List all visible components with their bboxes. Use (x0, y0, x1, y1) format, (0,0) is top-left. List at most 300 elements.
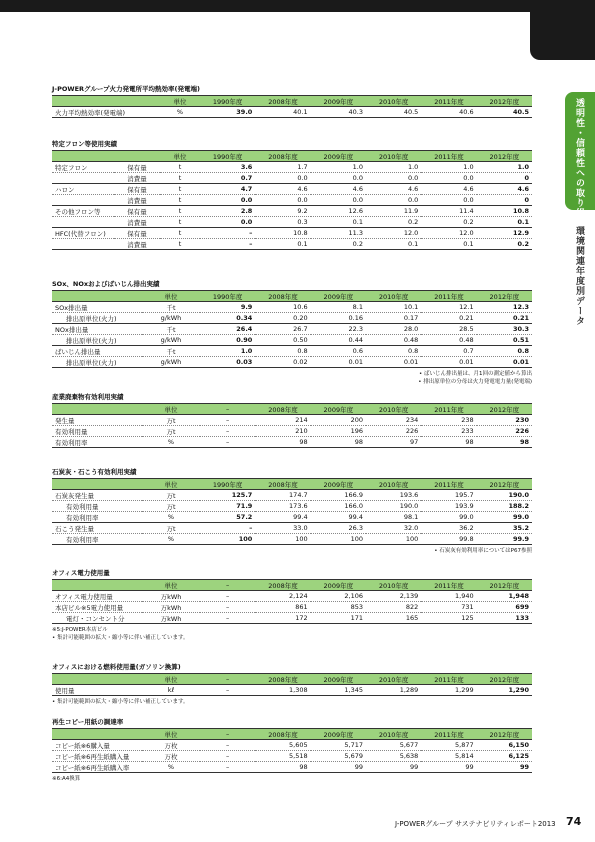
row-sub: 保有量 (114, 162, 160, 173)
dash-cell: – (200, 762, 255, 773)
header-year: 1990年度 (200, 479, 255, 490)
row-unit: % (142, 762, 200, 773)
cell: 1,299 (421, 685, 476, 696)
cell: 6,150 (477, 740, 532, 751)
cell: 28.0 (366, 324, 421, 335)
table-header-row (52, 674, 532, 685)
table-row (52, 523, 532, 534)
row-label: コピー紙※6購入量 (52, 740, 142, 751)
row-label: コピー紙※6再生紙購入率 (52, 762, 142, 773)
cell: 0 (477, 195, 532, 206)
cell: 0.0 (311, 173, 366, 184)
fuel-note: • 集計可能範囲の拡大・縮小等に伴い補正しています。 (52, 699, 189, 705)
table-row (52, 217, 532, 228)
cell: 3.6 (200, 162, 255, 173)
office-title: オフィス電力使用量 (52, 569, 110, 577)
row-unit: 万kWh (142, 613, 200, 624)
header-unit: 単位 (142, 580, 200, 591)
row-label: 特定フロン (52, 162, 114, 173)
table-row (52, 313, 532, 324)
cell: 40.5 (477, 107, 532, 118)
header-year: 1990年度 (200, 291, 255, 302)
fuel-section (52, 661, 532, 706)
header-year: 2012年度 (477, 580, 532, 591)
cell: 699 (477, 602, 532, 613)
row-unit: t (160, 184, 200, 195)
cell: 100 (255, 534, 310, 545)
cell: 2,124 (255, 591, 310, 602)
row-label (52, 173, 114, 184)
header-year: 2009年度 (311, 96, 366, 107)
cell: 166.0 (311, 501, 366, 512)
header-year: 2009年度 (311, 580, 366, 591)
cell: 0 (477, 173, 532, 184)
cell: 193.9 (421, 501, 476, 512)
header-year: 2008年度 (255, 674, 310, 685)
cell: 165 (366, 613, 421, 624)
header-year: 2008年度 (255, 151, 310, 162)
subcategory-label: 環境関連年度別データ (574, 226, 584, 326)
cell: 196 (311, 426, 366, 437)
cell: 0.01 (421, 357, 476, 368)
header-year: 2010年度 (366, 674, 421, 685)
cell: 1,345 (311, 685, 366, 696)
cell: 39.0 (200, 107, 255, 118)
paper-note: ※6:A4換算 (52, 776, 81, 782)
header-dash: – (200, 729, 255, 740)
row-unit: g/kWh (142, 335, 200, 346)
row-label (52, 195, 114, 206)
cell: 5,518 (255, 751, 310, 762)
header-dash: – (200, 674, 255, 685)
row-sub: 保有量 (114, 228, 160, 239)
cell: 0.48 (421, 335, 476, 346)
cell: – (200, 523, 255, 534)
table-row (52, 228, 532, 239)
cell: 0.0 (255, 195, 310, 206)
header-label (52, 404, 142, 415)
row-label: 本店ビル※5電力使用量 (52, 602, 142, 613)
cell: 98 (421, 437, 476, 448)
header-dash: – (200, 580, 255, 591)
page-number: 74 (566, 815, 582, 828)
row-unit: t (160, 217, 200, 228)
cell: 98 (311, 437, 366, 448)
cell: 0.16 (311, 313, 366, 324)
cell: 99 (311, 762, 366, 773)
header-year: 2012年度 (477, 404, 532, 415)
row-label: 有効利用量 (52, 501, 142, 512)
header-unit: 単位 (142, 729, 200, 740)
table-row (52, 302, 532, 313)
cell: 1.0 (477, 162, 532, 173)
cell: 0.0 (255, 173, 310, 184)
cell: 5,679 (311, 751, 366, 762)
table-row (52, 740, 532, 751)
table-row (52, 415, 532, 426)
cell: 2.8 (200, 206, 255, 217)
dash-cell: – (200, 415, 255, 426)
row-label: 石こう発生量 (52, 523, 142, 534)
cell: 195.7 (421, 490, 476, 501)
header-label (52, 580, 142, 591)
header-year: 2011年度 (421, 291, 476, 302)
header-label (52, 479, 142, 490)
cell: 861 (255, 602, 310, 613)
header-dash: – (200, 404, 255, 415)
cell: 5,605 (255, 740, 310, 751)
efficiency-table (52, 95, 532, 118)
cell: 0.50 (255, 335, 310, 346)
table-header-row (52, 96, 532, 107)
cell: 9.2 (255, 206, 310, 217)
cell: 188.2 (477, 501, 532, 512)
sox-note: • ばいじん排出量は、月1回の測定値から算出 (419, 371, 532, 377)
cell: 0.1 (255, 239, 310, 250)
fuel-table (52, 673, 532, 696)
row-unit: 千t (142, 324, 200, 335)
cell: 0.21 (477, 313, 532, 324)
cell: 99 (477, 762, 532, 773)
cell: 2,106 (311, 591, 366, 602)
row-sub: 保有量 (114, 184, 160, 195)
cell: 100 (200, 534, 255, 545)
cell: 1,948 (477, 591, 532, 602)
cell: 28.5 (421, 324, 476, 335)
cell: 230 (477, 415, 532, 426)
header-year: 2012年度 (477, 729, 532, 740)
cell: 171 (311, 613, 366, 624)
row-unit: t (160, 195, 200, 206)
cell: 57.2 (200, 512, 255, 523)
cell: 4.6 (366, 184, 421, 195)
header-year: 2009年度 (311, 404, 366, 415)
header-year: 2011年度 (421, 404, 476, 415)
table-row (52, 512, 532, 523)
table-row (52, 751, 532, 762)
cell: 0.01 (366, 357, 421, 368)
cell: 0.01 (477, 357, 532, 368)
row-unit: t (160, 162, 200, 173)
header-label (52, 729, 142, 740)
cell: 133 (477, 613, 532, 624)
cell: 1,289 (366, 685, 421, 696)
cell: 1.7 (255, 162, 310, 173)
row-label: 排出原単位(火力) (52, 335, 142, 346)
cell: 10.8 (477, 206, 532, 217)
table-row (52, 685, 532, 696)
header-year: 2011年度 (421, 479, 476, 490)
paper-section (52, 716, 532, 783)
cell: 9.9 (200, 302, 255, 313)
header-unit: 単位 (142, 404, 200, 415)
coal-section (52, 466, 532, 555)
cell: 8.1 (311, 302, 366, 313)
cell: 0.8 (366, 346, 421, 357)
cell: 99.4 (255, 512, 310, 523)
cell: 10.8 (255, 228, 310, 239)
cell: 11.3 (311, 228, 366, 239)
cell: 99.0 (477, 512, 532, 523)
dash-cell: – (200, 740, 255, 751)
cell: 98 (255, 762, 310, 773)
coal-table (52, 478, 532, 545)
header-unit: 単位 (160, 151, 200, 162)
header-year: 2011年度 (421, 729, 476, 740)
table-row (52, 184, 532, 195)
cell: 0.6 (311, 346, 366, 357)
row-unit: g/kWh (142, 313, 200, 324)
cell: 33.0 (255, 523, 310, 534)
cell: 4.7 (200, 184, 255, 195)
paper-title: 再生コピー用紙の調達率 (52, 718, 124, 726)
row-unit: % (142, 512, 200, 523)
office-note: • 集計可能範囲の拡大・縮小等に伴い補正しています。 (52, 635, 189, 641)
header-year: 2009年度 (311, 729, 366, 740)
row-unit: g/kWh (142, 357, 200, 368)
row-label: HFC(代替フロン) (52, 228, 114, 239)
cell: 190.0 (366, 501, 421, 512)
sox-note: • 排出原単位の分母は火力発電電力量(発電端) (418, 379, 532, 385)
cell: 4.6 (421, 184, 476, 195)
header-year: 2012年度 (477, 479, 532, 490)
header-year: 2009年度 (311, 674, 366, 685)
cell: 97 (366, 437, 421, 448)
waste-section (52, 391, 532, 448)
cell: 166.9 (311, 490, 366, 501)
cell: 40.3 (311, 107, 366, 118)
cell: 2,139 (366, 591, 421, 602)
header-label (52, 674, 142, 685)
cell: 12.6 (311, 206, 366, 217)
header-year: 2010年度 (366, 404, 421, 415)
cell: 12.3 (477, 302, 532, 313)
cell: 1.0 (311, 162, 366, 173)
cell: 40.1 (255, 107, 310, 118)
table-row (52, 591, 532, 602)
header-year: 2011年度 (421, 580, 476, 591)
cell: 11.9 (366, 206, 421, 217)
cell: 0.8 (477, 346, 532, 357)
row-unit: % (142, 437, 200, 448)
header-year: 2012年度 (477, 674, 532, 685)
table-header-row (52, 580, 532, 591)
row-unit: 万t (142, 523, 200, 534)
cell: 233 (421, 426, 476, 437)
cell: 26.7 (255, 324, 310, 335)
row-unit: t (160, 228, 200, 239)
cell: 26.3 (311, 523, 366, 534)
cell: 0.2 (421, 217, 476, 228)
header-year: 2010年度 (366, 291, 421, 302)
cell: 4.6 (311, 184, 366, 195)
cell: 22.3 (311, 324, 366, 335)
cell: 36.2 (421, 523, 476, 534)
header-year: 2010年度 (366, 729, 421, 740)
cell: 0.2 (311, 239, 366, 250)
office-table (52, 579, 532, 624)
footer-report-title: J-POWERグループ サステナビリティレポート2013 (395, 820, 556, 828)
header-year: 2009年度 (311, 151, 366, 162)
row-label: 発生量 (52, 415, 142, 426)
table-row (52, 501, 532, 512)
cell: 100 (311, 534, 366, 545)
header-year: 2012年度 (477, 151, 532, 162)
cell: 853 (311, 602, 366, 613)
header-year: 2012年度 (477, 291, 532, 302)
row-label: 電灯・コンセント分 (52, 613, 142, 624)
row-label: 石炭灰発生量 (52, 490, 142, 501)
header-year: 2010年度 (366, 580, 421, 591)
header-year: 2011年度 (421, 96, 476, 107)
row-label (52, 239, 114, 250)
row-label: 有効利用率 (52, 437, 142, 448)
header-year: 1990年度 (200, 151, 255, 162)
header-year: 2011年度 (421, 151, 476, 162)
waste-title: 産業廃棄物有効利用実績 (52, 393, 124, 401)
category-label: 透明性・信頼性への取り組み (574, 98, 584, 228)
cell: 0.51 (477, 335, 532, 346)
cell: 0.0 (366, 195, 421, 206)
cell: 99.0 (421, 512, 476, 523)
header-year: 2009年度 (311, 291, 366, 302)
cell: 6,125 (477, 751, 532, 762)
header-year: 2011年度 (421, 674, 476, 685)
cell: 12.0 (421, 228, 476, 239)
cell: 234 (366, 415, 421, 426)
cell: 174.7 (255, 490, 310, 501)
table-row (52, 324, 532, 335)
paper-table (52, 728, 532, 773)
cell: 0.0 (200, 217, 255, 228)
cell: – (200, 228, 255, 239)
cell: 0.44 (311, 335, 366, 346)
row-sub: 消費量 (114, 239, 160, 250)
cell: 731 (421, 602, 476, 613)
cell: 190.0 (477, 490, 532, 501)
row-sub: 消費量 (114, 217, 160, 228)
cell: 1,290 (477, 685, 532, 696)
header-unit: 単位 (142, 291, 200, 302)
cell: 0.7 (421, 346, 476, 357)
top-band (0, 0, 530, 12)
office-note: ※5:J-POWER本店ビル (52, 627, 108, 633)
cell: 0.21 (421, 313, 476, 324)
cell: 11.4 (421, 206, 476, 217)
cell: 12.9 (477, 228, 532, 239)
cell: 99 (366, 762, 421, 773)
cell: 99.4 (311, 512, 366, 523)
cell: 822 (366, 602, 421, 613)
table-row (52, 534, 532, 545)
row-unit: 万t (142, 490, 200, 501)
header-year: 2008年度 (255, 291, 310, 302)
cell: 0.03 (200, 357, 255, 368)
row-unit: t (160, 239, 200, 250)
table-row (52, 195, 532, 206)
cell: 0.34 (200, 313, 255, 324)
table-row (52, 762, 532, 773)
header-year: 1990年度 (200, 96, 255, 107)
row-label: 有効利用量 (52, 426, 142, 437)
table-row (52, 490, 532, 501)
header-year: 2008年度 (255, 404, 310, 415)
top-corner-band (530, 0, 595, 60)
cell: 4.6 (255, 184, 310, 195)
cell: 0.2 (477, 239, 532, 250)
cell: 98 (477, 437, 532, 448)
header-year: 2009年度 (311, 479, 366, 490)
table-row (52, 357, 532, 368)
cell: 1.0 (421, 162, 476, 173)
cell: 0.0 (366, 173, 421, 184)
row-label: 排出原単位(火力) (52, 357, 142, 368)
header-year: 2010年度 (366, 96, 421, 107)
freon-section (52, 138, 532, 250)
cell: 200 (311, 415, 366, 426)
table-header-row (52, 151, 532, 162)
row-unit: 万t (142, 426, 200, 437)
row-label: その他フロン等 (52, 206, 114, 217)
cell: 125.7 (200, 490, 255, 501)
cell: 98 (255, 437, 310, 448)
header-unit: 単位 (160, 96, 200, 107)
row-label: 排出原単位(火力) (52, 313, 142, 324)
row-unit: t (160, 173, 200, 184)
freon-table (52, 150, 532, 250)
dash-cell: – (200, 602, 255, 613)
table-row (52, 437, 532, 448)
cell: 0.8 (255, 346, 310, 357)
table-header-row (52, 404, 532, 415)
coal-note: • 石炭灰有効利用率についてはP67参照 (434, 548, 532, 554)
row-sub: 保有量 (114, 206, 160, 217)
cell: 0.20 (255, 313, 310, 324)
cell: 0.17 (366, 313, 421, 324)
waste-table (52, 403, 532, 448)
row-sub: 消費量 (114, 195, 160, 206)
cell: 0.1 (477, 217, 532, 228)
row-sub: 消費量 (114, 173, 160, 184)
sox-title: SOx、NOxおよびばいじん排出実績 (52, 280, 160, 288)
row-unit: 万kWh (142, 591, 200, 602)
cell: 238 (421, 415, 476, 426)
cell: 100 (366, 534, 421, 545)
cell: 10.6 (255, 302, 310, 313)
cell: 99 (421, 762, 476, 773)
row-unit: kℓ (142, 685, 200, 696)
table-header-row (52, 479, 532, 490)
row-label: 有効利用率 (52, 512, 142, 523)
header-label (52, 151, 114, 162)
header-unit: 単位 (142, 479, 200, 490)
cell: 1.0 (366, 162, 421, 173)
table-row (52, 162, 532, 173)
row-label: SOx排出量 (52, 302, 142, 313)
row-unit: % (160, 107, 200, 118)
row-unit: 万枚 (142, 751, 200, 762)
cell: 0.3 (255, 217, 310, 228)
table-row (52, 335, 532, 346)
row-unit: 万t (142, 415, 200, 426)
dash-cell: – (200, 613, 255, 624)
cell: 12.1 (421, 302, 476, 313)
header-year: 2008年度 (255, 96, 310, 107)
cell: 173.6 (255, 501, 310, 512)
row-label (52, 217, 114, 228)
cell: 0.2 (366, 217, 421, 228)
row-label: オフィス電力使用量 (52, 591, 142, 602)
